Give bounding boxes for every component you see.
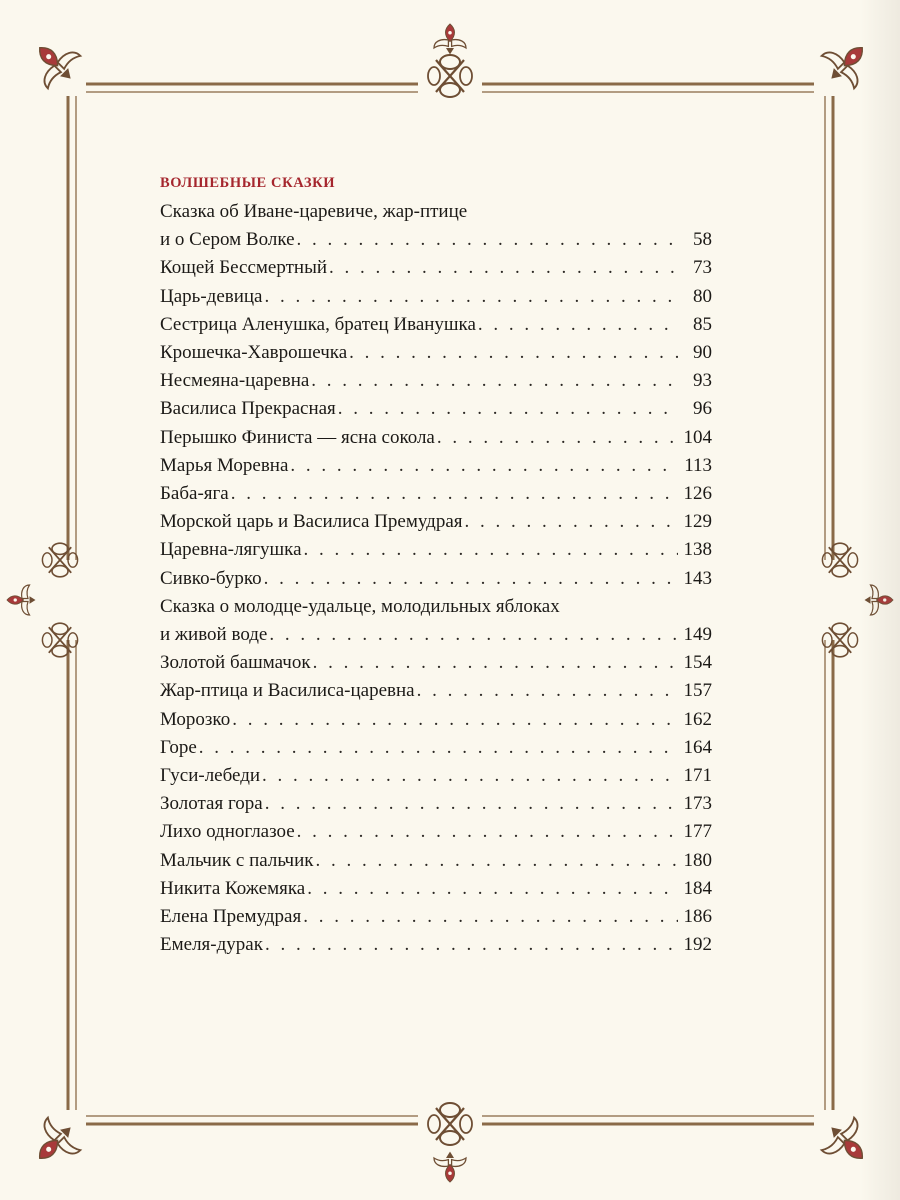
toc-entry-page-number: 138 — [683, 539, 712, 561]
dot-leader — [265, 283, 679, 311]
toc-entry-row — [160, 762, 712, 790]
toc-entry-row — [160, 339, 712, 367]
toc-entry-page-number: 186 — [683, 906, 712, 928]
toc-entry — [160, 424, 712, 452]
toc-entry-title: Лихо одноглазое — [160, 821, 295, 843]
toc-entry-page-number: 113 — [684, 454, 712, 476]
toc-entry-page-number: 80 — [693, 285, 712, 307]
dot-leader — [417, 677, 678, 705]
dot-leader — [199, 734, 678, 762]
toc-entry-page-number: 126 — [683, 483, 712, 505]
toc-entry-title: и о Сером Волке — [160, 229, 295, 251]
toc-entry-row — [160, 677, 712, 705]
dot-leader — [307, 875, 678, 903]
fleur-de-lis-corner-ornament — [23, 31, 86, 96]
toc-entry-title: Василиса Прекрасная — [160, 398, 336, 420]
toc-entry-title: Кощей Бессмертный — [160, 257, 328, 279]
toc-entry-page-number: 93 — [693, 370, 712, 392]
toc-entry — [160, 565, 712, 593]
dot-leader — [262, 762, 678, 790]
toc-entry-page-number: 143 — [683, 567, 712, 589]
dot-leader — [437, 424, 678, 452]
toc-entry — [160, 452, 712, 480]
celtic-knot-ornament — [418, 24, 482, 104]
dot-leader — [316, 847, 678, 875]
dot-leader — [232, 706, 678, 734]
toc-entry-page-number: 171 — [683, 765, 712, 787]
toc-entry-title: Царь-девица — [160, 285, 263, 307]
toc-entry-title: Жар-птица и Василиса-царевна — [160, 680, 415, 702]
toc-entry-row — [160, 790, 712, 818]
toc-entry — [160, 818, 712, 846]
toc-entry — [160, 734, 712, 762]
toc-entry — [160, 508, 712, 536]
page-edge-shade — [860, 0, 900, 1200]
toc-entry-row — [160, 536, 712, 564]
dot-leader — [311, 367, 678, 395]
toc-entry-title: Золотая гора — [160, 793, 263, 815]
toc-entry-title: Сивко-бурко — [160, 567, 262, 589]
dot-leader — [290, 452, 678, 480]
toc-entry-page-number: 58 — [693, 229, 712, 251]
dot-leader — [304, 536, 678, 564]
toc-entry-title-line: Сказка об Иване-царевиче, жар-птице — [160, 201, 468, 222]
toc-entry — [160, 395, 712, 423]
toc-entry-page-number: 73 — [693, 257, 712, 279]
toc-entry — [160, 677, 712, 705]
toc-entry — [160, 254, 712, 282]
toc-entry-title: Елена Премудрая — [160, 906, 302, 928]
toc-entry-row — [160, 565, 712, 593]
toc-entry-row — [160, 875, 712, 903]
toc-entry-page-number: 173 — [683, 793, 712, 815]
toc-entry-title: Несмеяна-царевна — [160, 370, 310, 392]
toc-entry-row — [160, 424, 712, 452]
toc-entry — [160, 311, 712, 339]
toc-entry — [160, 536, 712, 564]
toc-entry — [160, 339, 712, 367]
fleur-de-lis-corner-ornament — [23, 1110, 86, 1175]
dot-leader — [303, 903, 678, 931]
celtic-knot-ornament — [418, 1096, 482, 1182]
toc-entry — [160, 283, 712, 311]
dot-leader — [265, 790, 678, 818]
toc-entry — [160, 649, 712, 677]
dot-leader — [231, 480, 678, 508]
toc-entry-row — [160, 254, 712, 282]
toc-entry-page-number: 96 — [693, 398, 712, 420]
toc-entry-title: Баба-яга — [160, 483, 229, 505]
toc-entry-row — [160, 734, 712, 762]
toc-entry-title: Царевна-лягушка — [160, 539, 302, 561]
toc-entry — [160, 847, 712, 875]
toc-entry-title: Никита Кожемяка — [160, 877, 306, 899]
toc-entry-title: Сестрица Аленушка, братец Иванушка — [160, 313, 476, 335]
toc-entry — [160, 593, 712, 649]
dot-leader — [265, 931, 678, 959]
toc-entry-row — [160, 367, 712, 395]
dot-leader — [297, 818, 678, 846]
toc-entry-page-number: 90 — [693, 342, 712, 364]
toc-entry-page-number: 149 — [683, 624, 712, 646]
toc-entry-row — [160, 283, 712, 311]
dot-leader — [349, 339, 678, 367]
toc-entry-row — [160, 226, 712, 254]
toc-entry-page-number: 104 — [683, 426, 712, 448]
toc-entry — [160, 875, 712, 903]
toc-entry — [160, 198, 712, 254]
toc-entry-page-number: 157 — [683, 680, 712, 702]
toc-entry — [160, 903, 712, 931]
toc-entry-title: Морозко — [160, 708, 231, 730]
toc-entry-page-number: 180 — [683, 849, 712, 871]
toc-entry-page-number: 154 — [683, 652, 712, 674]
toc-entry — [160, 706, 712, 734]
toc-entry-title: Морской царь и Василиса Премудрая — [160, 511, 463, 533]
toc-entry-title: и живой воде — [160, 624, 268, 646]
toc-entry-page-number: 177 — [683, 821, 712, 843]
toc-entry-row — [160, 395, 712, 423]
toc-entry-row — [160, 311, 712, 339]
toc-entry-page-number: 129 — [683, 511, 712, 533]
toc-entry-row — [160, 903, 712, 931]
toc-entry-title: Мальчик с пальчик — [160, 849, 314, 871]
toc-entry-row — [160, 706, 712, 734]
dot-leader — [478, 311, 678, 339]
toc-entry — [160, 762, 712, 790]
toc-entry-row — [160, 621, 712, 649]
toc-entry-title: Гуси-лебеди — [160, 765, 261, 787]
celtic-knot-ornament — [7, 543, 98, 657]
toc-entry-row — [160, 480, 712, 508]
toc-entry-page-number: 192 — [683, 934, 712, 956]
toc-entries — [160, 198, 712, 959]
dot-leader — [338, 395, 678, 423]
dot-leader — [465, 508, 679, 536]
toc-entry-page-number: 164 — [683, 736, 712, 758]
toc-entry-title: Перышко Финиста — ясна сокола — [160, 426, 435, 448]
toc-entry — [160, 367, 712, 395]
toc-entry-page-number: 184 — [683, 877, 712, 899]
toc-entry-row — [160, 847, 712, 875]
toc-entry — [160, 931, 712, 959]
toc-entry-title-line: Сказка о молодце-удальце, молодильных яблоках — [160, 595, 560, 617]
toc-entry — [160, 790, 712, 818]
section-title: ВОЛШЕБНЫЕ СКАЗКИ — [160, 175, 336, 191]
dot-leader — [297, 226, 678, 254]
toc-entry-row — [160, 452, 712, 480]
dot-leader — [329, 254, 678, 282]
toc-entry-row — [160, 818, 712, 846]
toc-entry-row — [160, 508, 712, 536]
toc-entry-page-number: 162 — [683, 708, 712, 730]
toc-entry — [160, 480, 712, 508]
dot-leader — [313, 649, 678, 677]
dot-leader — [269, 621, 678, 649]
toc-entry-page-number: 85 — [693, 313, 712, 335]
toc-entry-row — [160, 931, 712, 959]
toc-entry-title: Марья Моревна — [160, 454, 289, 476]
toc-entry-row — [160, 649, 712, 677]
toc-entry-title: Золотой башмачок — [160, 652, 311, 674]
dot-leader — [264, 565, 678, 593]
table-of-contents — [160, 172, 712, 959]
toc-entry-title: Крошечка-Хаврошечка — [160, 342, 348, 364]
toc-entry-title: Горе — [160, 736, 197, 758]
toc-entry-title: Емеля-дурак — [160, 934, 263, 956]
